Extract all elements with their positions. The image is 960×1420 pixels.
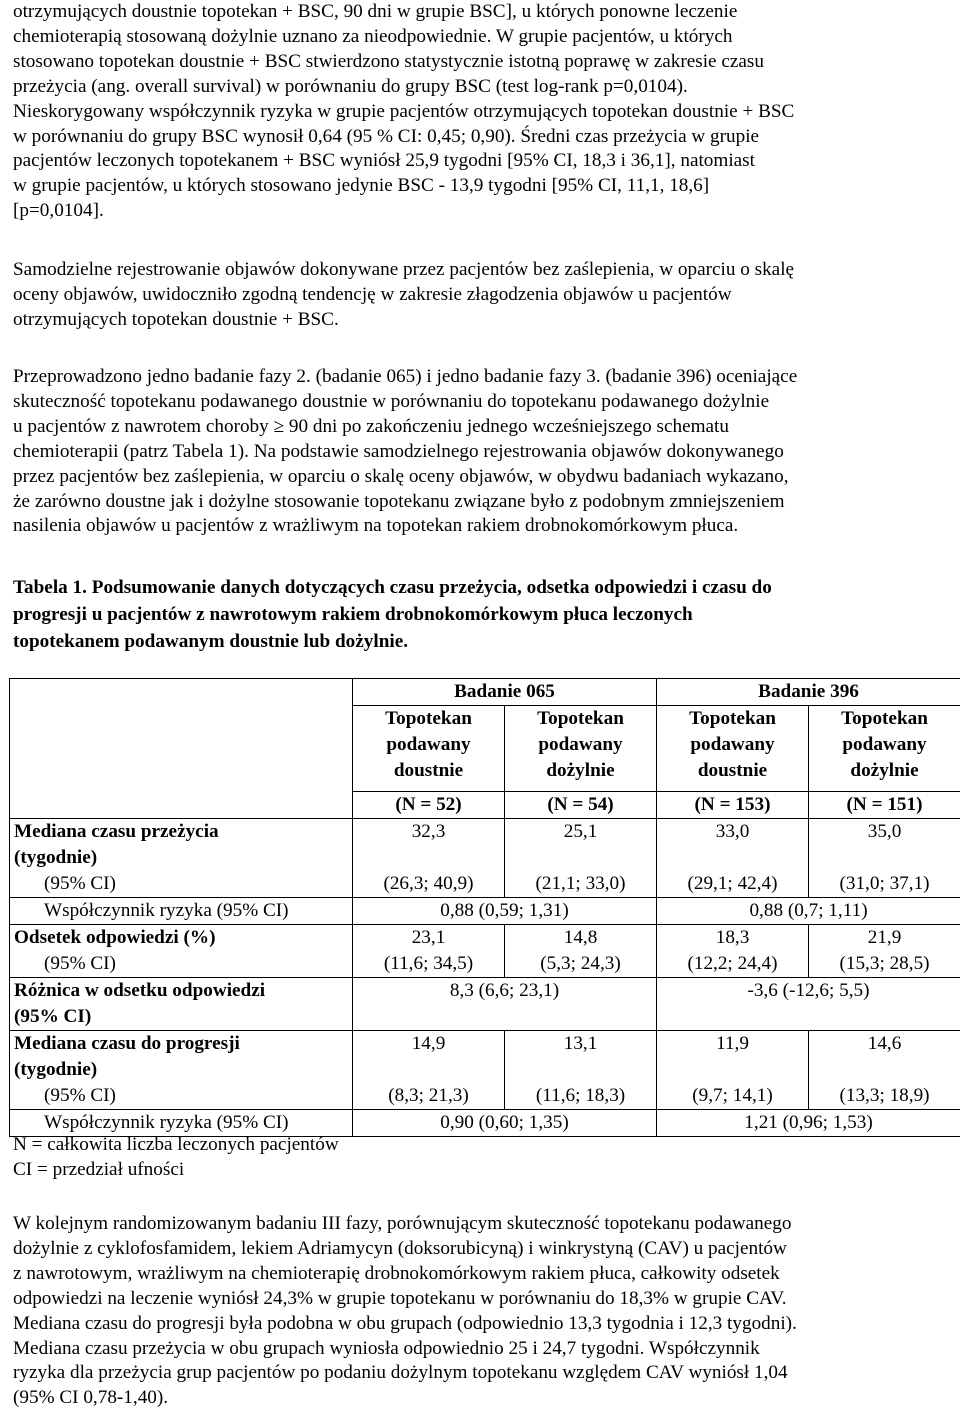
results-table [9, 678, 960, 1137]
response-value: 14,8 [563, 927, 598, 948]
survival-value: 33,0 [715, 821, 750, 842]
progression-value: 14,6 [867, 1033, 902, 1054]
response-value: 21,9 [867, 927, 902, 948]
text-line: Samodzielne rejestrowanie objawów dokonywane przez pacjentów bez zaślepienia, w oparciu o skalę [13, 259, 795, 280]
survival-ci: (29,1; 42,4) [687, 873, 778, 894]
table-row-hr-survival [10, 898, 960, 925]
text-line: W kolejnym randomizowanym badaniu III fazy, porównującym skuteczność topotekanu podawanego [13, 1213, 792, 1234]
response-value: 23,1 [411, 927, 446, 948]
text-line: odpowiedzi na leczenie wyniósł 24,3% w grupie topotekanu w porównaniu do 18,3% w grupie CAV. [13, 1287, 787, 1309]
hr-survival-396: 0,88 (0,7; 1,11) [657, 898, 960, 925]
row-label-ci: (95% CI) [44, 1085, 116, 1106]
table-header-row [10, 679, 960, 706]
arm-line: Topotekan [385, 708, 472, 729]
caption-line: topotekanem podawanym doustnie lub dożylnie. [13, 631, 409, 652]
text-line: (95% CI 0,78-1,40). [13, 1387, 169, 1409]
text-line: skuteczność topotekanu podawanego doustnie w porównaniu do topotekanu podawanego dożylnie [13, 390, 770, 412]
survival-ci: (31,0; 37,1) [839, 873, 930, 894]
text-line: chemioterapii (patrz Tabela 1). Na podstawie samodzielnego rejestrowania objawów dokonywanego [13, 440, 784, 462]
text-line: Nieskorygowany współczynnik ryzyka w grupie pacjentów otrzymujących topotekan doustnie + BSC [13, 100, 795, 122]
hr-progression-396: 1,21 (0,96; 1,53) [657, 1110, 960, 1137]
progression-ci: (9,7; 14,1) [692, 1085, 773, 1106]
table-row-median-survival [10, 819, 960, 898]
arm-line: dożylnie [546, 760, 615, 781]
row-label-hr [10, 898, 353, 925]
response-ci: (15,3; 28,5) [839, 953, 930, 974]
response-cell [809, 925, 960, 978]
table-row-median-progression [10, 1031, 960, 1110]
row-label-response-difference [10, 978, 353, 1031]
paragraph-cav-study [13, 1212, 953, 1411]
arm-line: dożylnie [850, 760, 919, 781]
survival-ci: (21,1; 33,0) [535, 873, 626, 894]
hr-survival-065: 0,88 (0,59; 1,31) [353, 898, 657, 925]
text-line: ryzyka dla przeżycia grup pacjentów po podaniu dożylnym topotekanu względem CAV wyniósł 1,04 [13, 1362, 788, 1384]
row-label-line: Mediana czasu do progresji [14, 1033, 240, 1054]
paragraph-survival [13, 0, 953, 224]
response-ci: (5,3; 24,3) [540, 953, 621, 974]
row-label-line: Odsetek odpowiedzi (%) [14, 927, 216, 948]
n-iv-396: (N = 151) [809, 792, 960, 819]
table-row-response-difference [10, 978, 960, 1031]
survival-value: 25,1 [563, 821, 598, 842]
row-label-response-rate [10, 925, 353, 978]
hr-progression-065: 0,90 (0,60; 1,35) [353, 1110, 657, 1137]
n-iv-065: (N = 54) [505, 792, 657, 819]
survival-cell [657, 819, 809, 898]
footnote: CI = przedział ufności [13, 1159, 185, 1180]
text-line: Mediana czasu przeżycia w obu grupach wyniosła odpowiednio 25 i 24,7 tygodni. Współczynnik [13, 1337, 760, 1359]
text-line: Mediana czasu do progresji była podobna w obu grupach (odpowiednio 13,3 tygodnia i 12,3 tygodni). [13, 1312, 797, 1334]
progression-ci: (11,6; 18,3) [535, 1085, 626, 1106]
progression-cell [505, 1031, 657, 1110]
arm-header-oral-396 [657, 706, 809, 792]
paragraph-phase-studies [13, 365, 953, 539]
n-oral-065: (N = 52) [353, 792, 505, 819]
progression-ci: (8,3; 21,3) [388, 1085, 469, 1106]
survival-ci: (26,3; 40,9) [383, 873, 474, 894]
response-value: 18,3 [715, 927, 750, 948]
response-diff-065: 8,3 (6,6; 23,1) [353, 978, 657, 1031]
text-line: stosowano topotekan doustnie + BSC stwierdzono statystycznie istotną poprawę w zakresie czasu [13, 50, 764, 72]
caption-line: Tabela 1. Podsumowanie danych dotyczących czasu przeżycia, odsetka odpowiedzi i czasu do [13, 577, 772, 598]
paragraph-symptoms [13, 258, 953, 333]
text-line: przez pacjentów bez zaślepienia, w oparciu o skalę oceny objawów, w obydwu badaniach wykazano, [13, 465, 789, 487]
progression-cell [353, 1031, 505, 1110]
progression-cell [809, 1031, 960, 1110]
survival-cell [505, 819, 657, 898]
text-line: chemioterapią stosowaną dożylnie uznano za nieodpowiednie. W grupie pacjentów, u których [13, 25, 733, 47]
survival-cell [353, 819, 505, 898]
arm-line: podawany [842, 734, 927, 755]
response-diff-396: -3,6 (-12,6; 5,5) [657, 978, 960, 1031]
header-empty-cell [10, 679, 353, 819]
arm-line: podawany [386, 734, 471, 755]
text-line: otrzymujących topotekan doustnie + BSC. [13, 308, 339, 330]
arm-line: doustnie [393, 760, 464, 781]
arm-line: doustnie [697, 760, 768, 781]
progression-value: 13,1 [563, 1033, 598, 1054]
row-label-ci: (95% CI) [44, 873, 116, 894]
row-label-line: Różnica w odsetku odpowiedzi [14, 980, 266, 1001]
text-line: oceny objawów, uwidoczniło zgodną tendencję w zakresie złagodzenia objawów u pacjentów [13, 283, 732, 305]
progression-ci: (13,3; 18,9) [839, 1085, 930, 1106]
text-line: nasilenia objawów u pacjentów z wrażliwym na topotekan rakiem drobnokomórkowym płuca. [13, 515, 739, 537]
text-line: pacjentów leczonych topotekanem + BSC wyniósł 25,9 tygodni [95% CI, 18,3 i 36,1], natomiast [13, 150, 755, 172]
row-label-ci: (95% CI) [44, 953, 116, 974]
n-oral-396: (N = 153) [657, 792, 809, 819]
text-line: w porównaniu do grupy BSC wynosił 0,64 (95 % CI: 0,45; 0,90). Średni czas przeżycia w grupie [13, 125, 760, 147]
row-label-line: (tygodnie) [14, 1059, 98, 1080]
arm-line: Topotekan [537, 708, 624, 729]
progression-cell [657, 1031, 809, 1110]
text-line: Przeprowadzono jedno badanie fazy 2. (badanie 065) i jedno badanie fazy 3. (badanie 396) oceniające [13, 366, 798, 387]
caption-line: progresji u pacjentów z nawrotowym rakiem drobnokomórkowym płuca leczonych [13, 604, 693, 625]
arm-line: podawany [538, 734, 623, 755]
text-line: otrzymujących doustnie topotekan + BSC, 90 dni w grupie BSC], u których ponowne leczenie [13, 1, 738, 22]
arm-line: Topotekan [841, 708, 928, 729]
row-label-line: Współczynnik ryzyka (95% CI) [44, 900, 289, 921]
response-ci: (12,2; 24,4) [687, 953, 778, 974]
progression-value: 11,9 [716, 1033, 749, 1054]
arm-header-iv-396 [809, 706, 960, 792]
arm-header-oral-065 [353, 706, 505, 792]
study-065-header: Badanie 065 [353, 679, 657, 706]
survival-value: 35,0 [867, 821, 902, 842]
text-line: z nawrotowym, wrażliwym na chemioterapię drobnokomórkowym rakiem płuca, całkowity odsetek [13, 1262, 780, 1284]
footnote: N = całkowita liczba leczonych pacjentów [13, 1134, 339, 1155]
table-footnotes [13, 1132, 339, 1182]
text-line: [p=0,0104]. [13, 200, 104, 222]
response-cell [353, 925, 505, 978]
arm-header-iv-065 [505, 706, 657, 792]
survival-value: 32,3 [411, 821, 446, 842]
response-ci: (11,6; 34,5) [383, 953, 474, 974]
response-cell [657, 925, 809, 978]
table-caption [13, 574, 953, 655]
survival-cell [809, 819, 960, 898]
row-label-median-progression [10, 1031, 353, 1110]
arm-line: Topotekan [689, 708, 776, 729]
arm-line: podawany [690, 734, 775, 755]
text-line: w grupie pacjentów, u których stosowano jedynie BSC - 13,9 tygodni [95% CI, 11,1, 18,6] [13, 175, 710, 197]
row-label-line: (tygodnie) [14, 847, 98, 868]
row-label-median-survival [10, 819, 353, 898]
text-line: że zarówno doustne jak i dożylne stosowanie topotekanu związane było z podobnym zmniejszeniem [13, 490, 785, 512]
row-label-line: (95% CI) [14, 1006, 92, 1027]
study-396-header: Badanie 396 [657, 679, 960, 706]
row-label-line: Współczynnik ryzyka (95% CI) [44, 1112, 289, 1133]
table-row-response-rate [10, 925, 960, 978]
progression-value: 14,9 [411, 1033, 446, 1054]
text-line: u pacjentów z nawrotem choroby ≥ 90 dni po zakończeniu jednego wcześniejszego schematu [13, 415, 729, 437]
text-line: dożylnie z cyklofosfamidem, lekiem Adriamycyn (doksorubicyną) i winkrystyną (CAV) u pacjentów [13, 1237, 787, 1259]
response-cell [505, 925, 657, 978]
row-label-line: Mediana czasu przeżycia [14, 821, 219, 842]
text-line: przeżycia (ang. overall survival) w porównaniu do grupy BSC (test log-rank p=0,0104). [13, 75, 688, 97]
